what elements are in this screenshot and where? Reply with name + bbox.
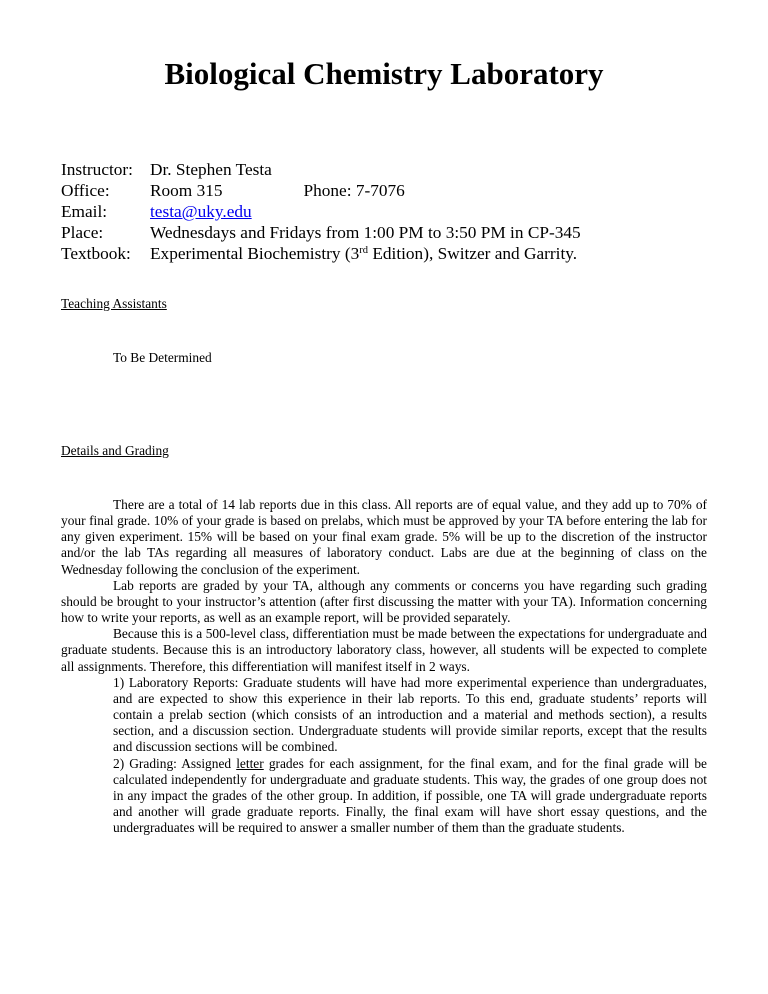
email-label: Email:: [61, 202, 108, 221]
textbook-value: [150, 243, 577, 264]
instructor-value: Dr. Stephen Testa: [150, 160, 272, 179]
place-row: [61, 222, 581, 243]
details-grading-heading: Details and Grading: [61, 443, 169, 458]
office-row: [61, 180, 581, 201]
teaching-assistants-text: To Be Determined: [113, 350, 212, 365]
edition-superscript: rd: [359, 245, 368, 256]
list-item-grading: [113, 756, 707, 837]
details-body: [61, 497, 707, 836]
underlined-letter: letter: [236, 755, 264, 771]
place-value: Wednesdays and Fridays from 1:00 PM to 3:50 PM in CP-345: [150, 223, 581, 242]
office-room: Room 315: [150, 181, 223, 200]
instructor-row: [61, 159, 581, 180]
grading-text-start: 2) Grading: Assigned: [113, 755, 237, 771]
phone-text: Phone: 7-7076: [303, 181, 405, 200]
textbook-label: Textbook:: [61, 244, 131, 263]
course-info-block: [61, 159, 581, 264]
email-link[interactable]: testa@uky.edu: [150, 202, 252, 221]
document-title: Biological Chemistry Laboratory: [164, 56, 604, 91]
textbook-text-end: Edition), Switzer and Garrity.: [368, 244, 578, 263]
paragraph-grading-by-ta: Lab reports are graded by your TA, although any comments or concerns you have regarding such grading should be brought to your instructor’s attention (after first discussing the matter with your TA). Information concerning how to write your reports, as well as an example report, will be provided separately.: [61, 577, 707, 626]
email-row: [61, 201, 581, 222]
paragraph-lab-reports: There are a total of 14 lab reports due in this class. All reports are of equal value, and they add up to 70% of your final grade. 10% of your grade is based on prelabs, which must be approved by your TA before entering the lab for any given experiment. 15% will be based on your final exam grade. 5% will be up to the discretion of the instructor and/or the lab TAs regarding all measures of laboratory conduct. Labs are due at the beginning of class on the Wednesday following the conclusion of the experiment.: [61, 497, 707, 577]
list-item-laboratory-reports: 1) Laboratory Reports: Graduate students will have had more experimental experience than undergraduates, and are expected to show this experience in their lab reports. To this end, graduate students’ reports will contain a prelab section (which consists of an introduction and a material and methods section), a results section, and a discussion section. Undergraduate students will provide similar reports, except that the results and discussion sections will be combined.: [113, 674, 707, 755]
place-label: Place:: [61, 223, 104, 242]
teaching-assistants-heading: Teaching Assistants: [61, 296, 167, 311]
differentiation-list: [61, 675, 707, 837]
instructor-label: Instructor:: [61, 160, 133, 179]
paragraph-differentiation: Because this is a 500-level class, differentiation must be made between the expectations for undergraduate and graduate students. Because this is an introductory laboratory class, however, all students will be expected to complete all assignments. Therefore, this differentiation will manifest itself in 2 ways.: [61, 626, 707, 674]
office-label: Office:: [61, 181, 110, 200]
textbook-text-start: Experimental Biochemistry (3: [150, 244, 360, 263]
textbook-row: [61, 243, 581, 264]
grading-text-end: grades for each assignment, for the final exam, and for the final grade will be calculated independently for undergraduate and graduate students. This way, the grades of one group does not in any impact the grades of the other group. In addition, if possible, one TA will grade undergraduate reports and another will grade graduate reports. Finally, the final exam will have short essay questions, and the undergraduates will be required to answer a smaller number of them than the graduate students.: [113, 755, 707, 836]
office-value: [150, 180, 405, 201]
